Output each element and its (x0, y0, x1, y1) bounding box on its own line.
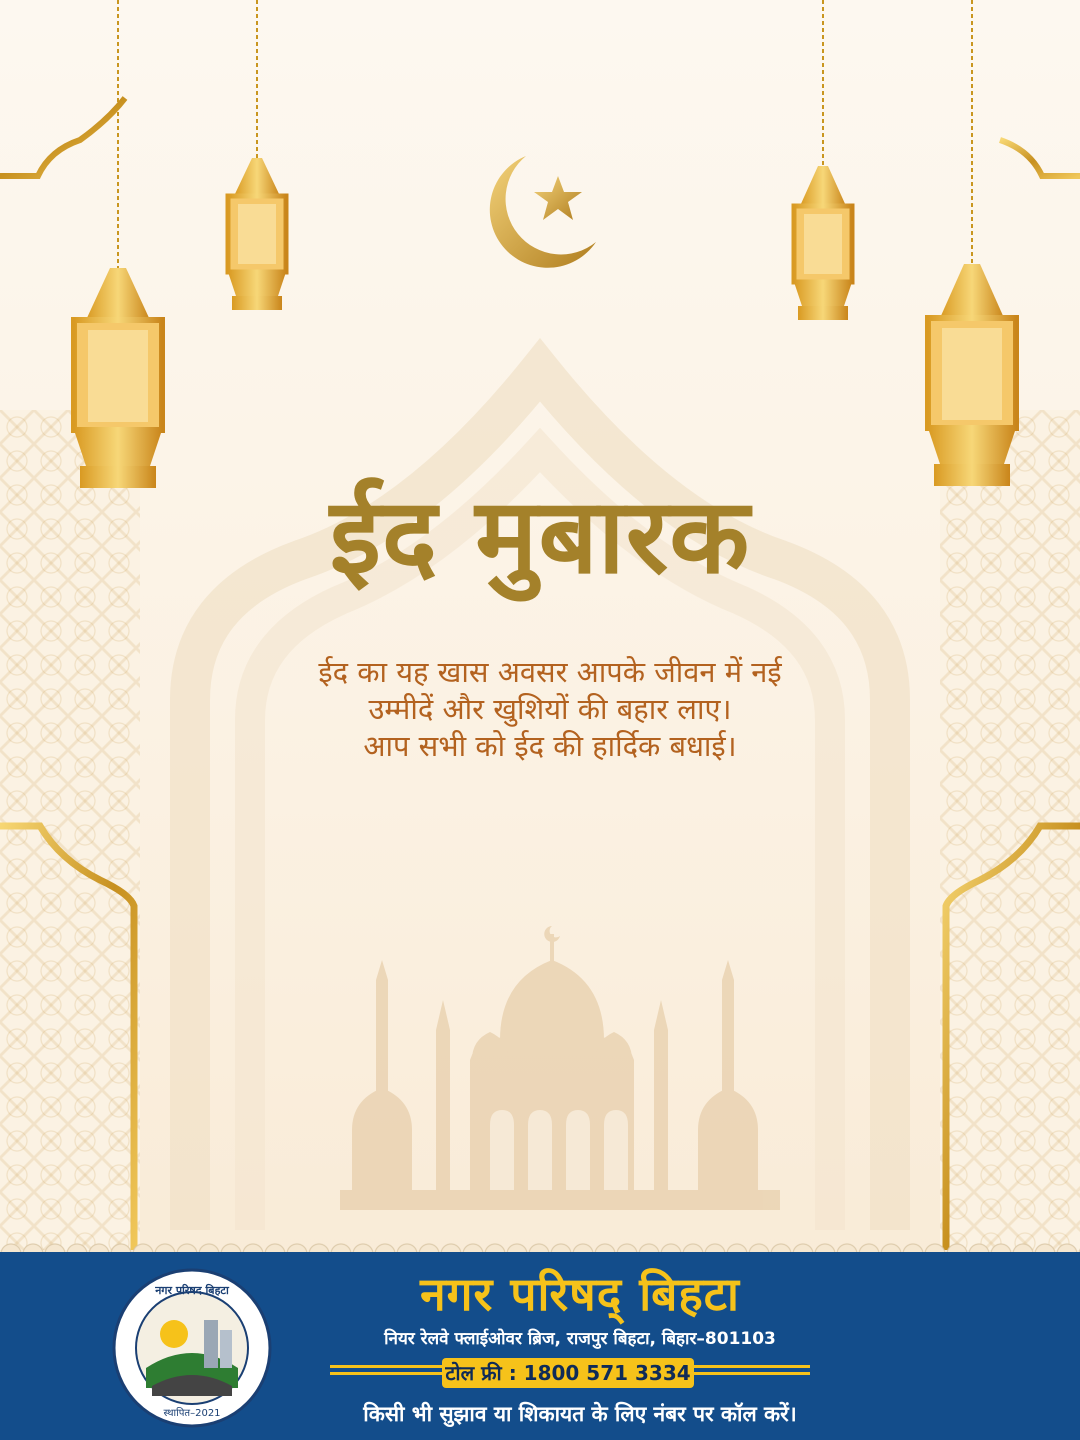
lantern-icon (66, 0, 166, 500)
toll-free-number[interactable]: टोल फ्री : 1800 571 3334 (442, 1358, 694, 1388)
toll-divider-right-2 (694, 1372, 810, 1375)
toll-divider-right (694, 1365, 810, 1368)
message-line-3: आप सभी को ईद की हार्दिक बधाई। (363, 729, 737, 763)
lantern-icon (788, 0, 858, 330)
headline: ईद मुबारक (329, 475, 751, 597)
org-address: नियर रेलवे फ्लाईओवर ब्रिज, राजपुर बिहटा, बिहार–801103 (384, 1329, 776, 1349)
logo-top-text: नगर परिषद बिहटा (155, 1284, 229, 1297)
logo-bottom-text: स्थापित–2021 (163, 1408, 221, 1419)
toll-divider-left (330, 1365, 442, 1368)
toll-divider-left-2 (330, 1372, 442, 1375)
scalloped-border (0, 1232, 1080, 1254)
footer-note: किसी भी सुझाव या शिकायत के लिए नंबर पर कॉल करें। (363, 1402, 797, 1426)
org-name: नगर परिषद् बिहटा (420, 1267, 740, 1321)
toll-free-row (330, 1356, 810, 1392)
lantern-icon (222, 0, 292, 320)
crescent-moon-star-icon (478, 150, 602, 274)
message-line-1: ईद का यह खास अवसर आपके जीवन में नई (318, 655, 782, 689)
greeting-message (200, 654, 900, 765)
mosque-silhouette-icon (330, 920, 790, 1220)
lantern-icon (922, 0, 1022, 500)
message-line-2: उम्मीदें और खुशियों की बहार लाए। (368, 692, 732, 726)
